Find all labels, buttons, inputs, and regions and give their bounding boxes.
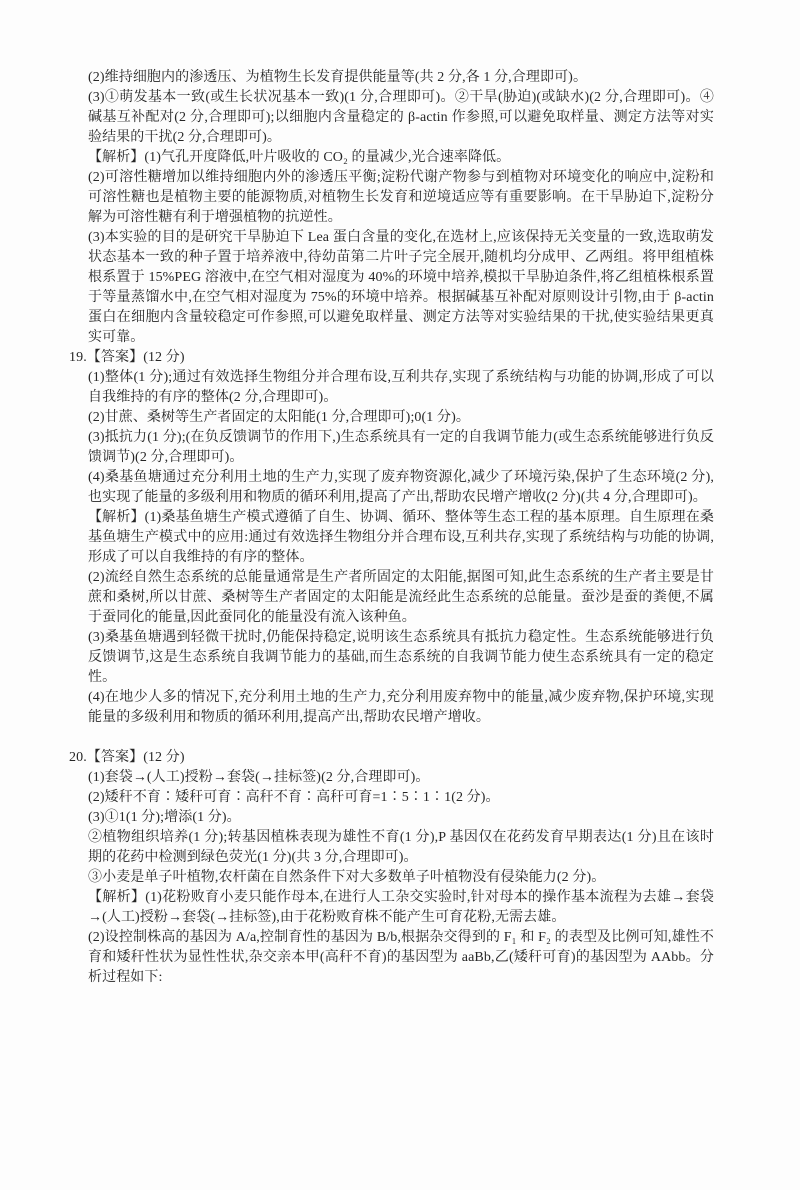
q18-analysis-1: 【解析】(1)气孔开度降低,叶片吸收的 CO₂ 的量减少,光合速率降低。	[88, 150, 511, 165]
q19-answer-2: (2)甘蔗、桑树等生产者固定的太阳能(1 分,合理即可);0(1 分)。	[88, 410, 470, 425]
q20-answer-4: ②植物组织培养(1 分);转基因植株表现为雄性不育(1 分),P 基因仅在花药发育早期表达(1 分)且在该时期的花药中检测到绿色荧光(1 分)(共 3 分,合理即可)。	[88, 830, 714, 865]
q20-analysis-1: 【解析】(1)花粉败育小麦只能作母本,在进行人工杂交实验时,针对母本的操作基本流程为去雄→套袋→(人工)授粉→套袋(→挂标签),由于花粉败育株不能产生可育花粉,无需去雄。	[88, 890, 714, 925]
q20-answer-5: ③小麦是单子叶植物,农杆菌在自然条件下对大多数单子叶植物没有侵染能力(2 分)。	[88, 870, 606, 885]
q19-analysis-1: 【解析】(1)桑基鱼塘生产模式遵循了自生、协调、循环、整体等生态工程的基本原理。自生原理在桑基鱼塘生产模式中的应用:通过有效选择生物组分并合理布设,互利共存,实现了系统结构与功能的协调,形成了可以自我维持的有序的整体。	[88, 510, 714, 565]
q20-heading: 20.【答案】(12 分)	[69, 750, 185, 765]
q20-answer-1: (1)套袋→(人工)授粉→套袋(→挂标签)(2 分,合理即可)。	[88, 770, 430, 785]
q19-answer-1: (1)整体(1 分);通过有效选择生物组分并合理布设,互利共存,实现了系统结构与功能的协调,形成了可以自我维持的有序的整体(2 分,合理即可)。	[88, 370, 714, 405]
q20-analysis-2: (2)设控制株高的基因为 A/a,控制育性的基因为 B/b,根据杂交得到的 F₁ 和 F₂ 的表型及比例可知,雄性不育和矮秆性状为显性性状,杂交亲本甲(高秆不育)的基因型为 aaBb,乙(矮秆可育)的基因型为 AAbb。分析过程如下:	[88, 930, 714, 985]
q18-analysis-2: (2)可溶性糖增加以维持细胞内外的渗透压平衡;淀粉代谢产物参与到植物对环境变化的响应中,淀粉和可溶性糖也是植物主要的能源物质,对植物生长发育和逆境适应等有重要影响。在干旱胁迫下,淀粉分解为可溶性糖有利于增强植物的抗逆性。	[88, 170, 714, 225]
q19-analysis-3: (3)桑基鱼塘遇到轻微干扰时,仍能保持稳定,说明该生态系统具有抵抗力稳定性。生态系统能够进行负反馈调节,这是生态系统自我调节能力的基础,而生态系统的自我调节能力使生态系统具有一定的稳定性。	[88, 630, 714, 685]
q19-answer-3: (3)抵抗力(1 分);(在负反馈调节的作用下,)生态系统具有一定的自我调节能力(或生态系统能够进行负反馈调节)(2 分,合理即可)。	[88, 430, 714, 465]
q20-answer-2: (2)矮秆不育∶矮秆可育∶高秆不育∶高秆可育=1∶5∶1∶1(2 分)。	[88, 790, 500, 805]
q18-answer-3: (3)①萌发基本一致(或生长状况基本一致)(1 分,合理即可)。②干旱(胁迫)(或缺水)(2 分,合理即可)。④碱基互补配对(2 分,合理即可);以细胞内含量稳定的 β-actin 作参照,可以避免取样量、测定方法等对实验结果的干扰(2 分,合理即可)。	[88, 90, 714, 145]
q19-answer-4: (4)桑基鱼塘通过充分利用土地的生产力,实现了废弃物资源化,减少了环境污染,保护了生态环境(2 分),也实现了能量的多级利用和物质的循环利用,提高了产出,帮助农民增产增收(2 分)(共 4 分,合理即可)。	[88, 470, 714, 505]
q18-analysis-3: (3)本实验的目的是研究干旱胁迫下 Lea 蛋白含量的变化,在选材上,应该保持无关变量的一致,选取萌发状态基本一致的种子置于培养液中,待幼苗第二片叶子完全展开,随机均分成甲、乙两组。将甲组植株根系置于 15%PEG 溶液中,在空气相对湿度为 40%的环境中培养,模拟干旱胁迫条件,将乙组植株根系置于等量蒸馏水中,在空气相对湿度为 75%的环境中培养。根据碱基互补配对原则设计引物,由于 β-actin 蛋白在细胞内含量较稳定可作参照,可以避免取样量、测定方法等对实验结果的干扰,使实验结果更真实可靠。	[88, 230, 714, 345]
q20-answer-3: (3)①1(1 分);增添(1 分)。	[88, 810, 241, 825]
q19-analysis-2: (2)流经自然生态系统的总能量通常是生产者所固定的太阳能,据图可知,此生态系统的生产者主要是甘蔗和桑树,所以甘蔗、桑树等生产者固定的太阳能是流经此生态系统的总能量。蚕沙是蚕的粪便,不属于蚕同化的能量,因此蚕同化的能量没有流入该种鱼。	[88, 570, 714, 625]
q18-answer-2: (2)维持细胞内的渗透压、为植物生长发育提供能量等(共 2 分,各 1 分,合理即可)。	[88, 70, 588, 85]
q19-heading: 19.【答案】(12 分)	[69, 350, 185, 365]
q19-analysis-4: (4)在地少人多的情况下,充分利用土地的生产力,充分利用废弃物中的能量,减少废弃物,保护环境,实现能量的多级利用和物质的循环利用,提高产出,帮助农民增产增收。	[88, 690, 714, 725]
answer-key-text-block	[69, 68, 714, 988]
